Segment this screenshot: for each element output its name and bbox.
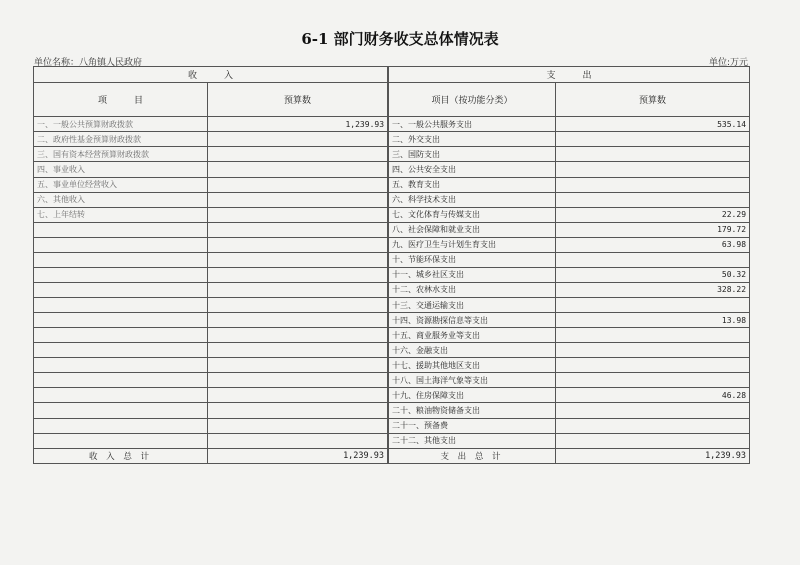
income-row [34,267,388,282]
expense-row-item: 十七、援助其他地区支出 [389,358,556,373]
expense-row-value: 328.22 [556,282,750,297]
expense-row [389,373,750,388]
expense-row [389,328,750,343]
income-header: 收 入 [34,67,388,83]
income-row [34,403,388,418]
unit-name: 单位名称：八角镇人民政府 [34,58,143,68]
income-row [34,388,388,403]
expense-row-item: 一、一般公共服务支出 [389,117,556,132]
income-row-item: 六、其他收入 [34,192,208,207]
income-row-value [208,433,388,448]
income-row-item [34,222,208,237]
expense-col-item: 项目（按功能分类） [389,83,556,117]
expense-total-row [389,448,750,463]
income-table [33,66,388,464]
expense-row [389,252,750,267]
expense-row-value: 50.32 [556,267,750,282]
expense-row [389,162,750,177]
income-row [34,222,388,237]
income-row-item [34,433,208,448]
expense-row-value [556,162,750,177]
expense-row-item: 十九、住房保障支出 [389,388,556,403]
expense-row-value: 13.98 [556,313,750,328]
income-row-item [34,237,208,252]
income-row-value [208,358,388,373]
income-row [34,192,388,207]
income-row [34,237,388,252]
income-row-item [34,388,208,403]
income-row-item [34,252,208,267]
expense-row-value [556,177,750,192]
income-row-item [34,373,208,388]
expense-row-item: 九、医疗卫生与计划生育支出 [389,237,556,252]
income-row-value [208,282,388,297]
income-row-item [34,418,208,433]
expense-row-item: 十二、农林水支出 [389,282,556,297]
income-row-item: 四、事业收入 [34,162,208,177]
expense-row-item: 六、科学技术支出 [389,192,556,207]
expense-row-item: 七、文化体育与传媒支出 [389,207,556,222]
income-row [34,147,388,162]
expense-row [389,132,750,147]
income-row [34,418,388,433]
expense-row-item: 二十、粮油物资储备支出 [389,403,556,418]
expense-row-item: 十八、国土海洋气象等支出 [389,373,556,388]
expense-row [389,298,750,313]
expense-row-item: 十三、交通运输支出 [389,298,556,313]
expense-row [389,418,750,433]
expense-row [389,358,750,373]
income-row-value [208,192,388,207]
expense-row [389,237,750,252]
income-row-value [208,343,388,358]
income-row-item [34,403,208,418]
income-row-item [34,343,208,358]
income-row-value [208,252,388,267]
expense-row-item: 十四、资源勘探信息等支出 [389,313,556,328]
expense-row-value [556,132,750,147]
income-row-value [208,237,388,252]
expense-header: 支 出 [389,67,750,83]
expense-total-label: 支 出 总 计 [389,448,556,463]
income-row [34,328,388,343]
expense-row-item: 五、教育支出 [389,177,556,192]
income-row-item: 三、国有资本经营预算财政拨款 [34,147,208,162]
expense-row-value [556,298,750,313]
income-row-item: 二、政府性基金预算财政拨款 [34,132,208,147]
income-row-item: 七、上年结转 [34,207,208,222]
income-row-item [34,313,208,328]
income-row-value [208,373,388,388]
expense-row-value [556,147,750,162]
income-row-value [208,403,388,418]
expense-row-item: 二、外交支出 [389,132,556,147]
income-row-value [208,207,388,222]
income-row-item [34,267,208,282]
income-row-value [208,132,388,147]
expense-row [389,147,750,162]
income-row-value [208,313,388,328]
expense-row [389,207,750,222]
income-row [34,162,388,177]
expense-row [389,343,750,358]
expense-row-item: 十五、商业服务业等支出 [389,328,556,343]
income-total-label: 收 入 总 计 [34,448,208,463]
expense-row-item: 二十二、其他支出 [389,433,556,448]
income-row-value [208,147,388,162]
expense-row-value: 46.28 [556,388,750,403]
income-row [34,117,388,132]
expense-row-value [556,418,750,433]
expense-row-item: 四、公共安全支出 [389,162,556,177]
expense-row-value [556,192,750,207]
income-row-value [208,222,388,237]
expense-row-value [556,358,750,373]
income-row [34,433,388,448]
income-row-value [208,298,388,313]
income-row-item: 一、一般公共预算财政拨款 [34,117,208,132]
expense-row-value [556,433,750,448]
expense-row [389,388,750,403]
income-row-value: 1,239.93 [208,117,388,132]
income-row [34,313,388,328]
expense-row [389,177,750,192]
income-row-value [208,388,388,403]
income-row-value [208,162,388,177]
income-row-item [34,358,208,373]
expense-row [389,313,750,328]
expense-row-value: 179.72 [556,222,750,237]
income-row [34,358,388,373]
income-col-item: 项 目 [34,83,208,117]
income-row-item [34,298,208,313]
expense-row-item: 三、国防支出 [389,147,556,162]
income-row [34,373,388,388]
expense-row-item: 十六、金融支出 [389,343,556,358]
expense-row-value: 535.14 [556,117,750,132]
expense-row-value [556,252,750,267]
expense-col-budget: 预算数 [556,83,750,117]
income-row [34,207,388,222]
income-col-budget: 预算数 [208,83,388,117]
income-row-item [34,328,208,343]
expense-row-item: 十一、城乡社区支出 [389,267,556,282]
income-row [34,252,388,267]
expense-row [389,267,750,282]
expense-row-item: 十、节能环保支出 [389,252,556,267]
income-total-value: 1,239.93 [208,448,388,463]
unit-label: 单位:万元 [708,58,748,68]
expense-row-value [556,403,750,418]
expense-row [389,192,750,207]
expense-row-value [556,343,750,358]
finance-table [33,66,749,464]
expense-row [389,433,750,448]
income-row-value [208,418,388,433]
expense-row-value [556,328,750,343]
expense-row-value: 63.98 [556,237,750,252]
expense-row [389,282,750,297]
expense-row [389,403,750,418]
income-row-value [208,328,388,343]
income-row [34,282,388,297]
expense-total-value: 1,239.93 [556,448,750,463]
income-row [34,298,388,313]
expense-row-value: 22.29 [556,207,750,222]
expense-row [389,117,750,132]
income-row [34,343,388,358]
page-title: 6-1 部门财务收支总体情况表 [301,30,499,48]
income-row-item: 五、事业单位经营收入 [34,177,208,192]
income-row-value [208,177,388,192]
income-row [34,177,388,192]
expense-row [389,222,750,237]
income-row-item [34,282,208,297]
expense-row-item: 二十一、预备费 [389,418,556,433]
expense-row-item: 八、社会保障和就业支出 [389,222,556,237]
income-row-value [208,267,388,282]
expense-row-value [556,373,750,388]
income-total-row [34,448,388,463]
income-row [34,132,388,147]
expense-table [388,66,750,464]
